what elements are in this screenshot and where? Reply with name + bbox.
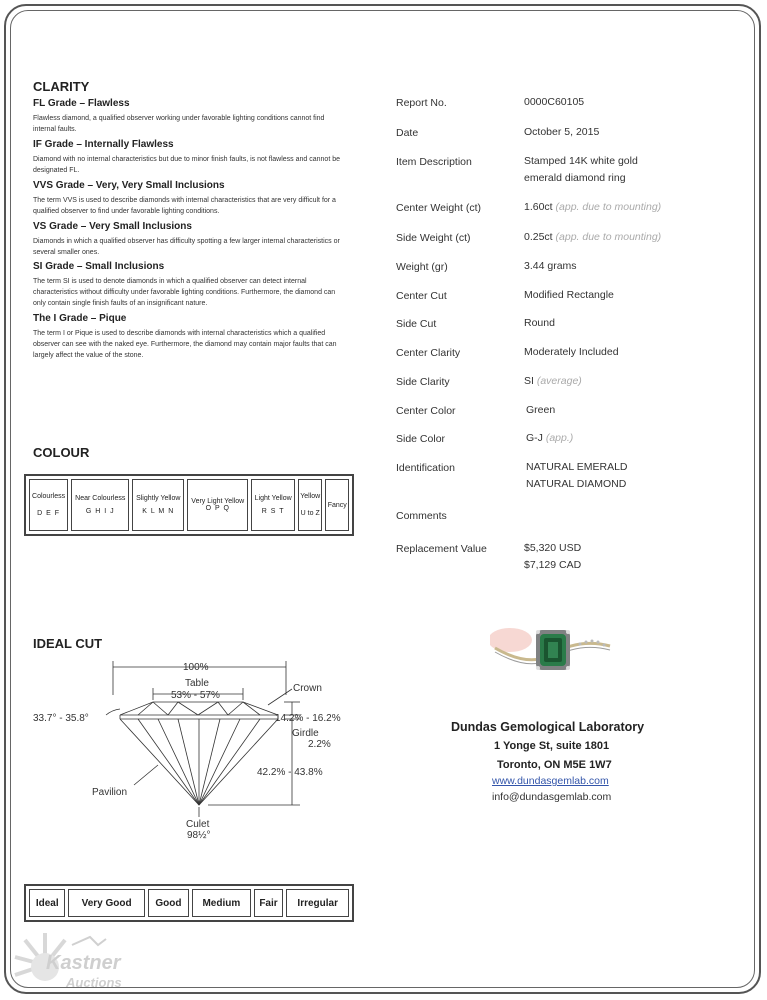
cut-grade-table [24,884,354,922]
report-label: Report No. [396,97,447,109]
report-value-text: Modified Rectangle [524,289,614,301]
report-value [526,430,573,447]
colour-cell [132,479,184,531]
grade-title-fl: FL Grade – Flawless [33,98,130,109]
report-value-text: Round [524,317,555,329]
cut-grade-cell: Good [148,889,189,917]
report-value-text: 3.44 grams [524,260,577,272]
report-label: Center Clarity [396,347,461,359]
report-label: Center Cut [396,290,447,302]
report-label: Item Description [396,156,472,168]
report-label: Center Color [396,405,456,417]
report-value-note: (app. due to mounting) [555,201,662,213]
lab-address-2: Toronto, ON M5E 1W7 [497,759,612,771]
cut-grade-cell: Fair [254,889,284,917]
report-label: Side Weight (ct) [396,232,471,244]
report-value [524,373,582,390]
colour-cell-letters: K L M N [142,508,175,515]
clarity-heading: CLARITY [33,79,90,94]
colour-cell-letters: D E F [37,510,61,517]
colour-cell-letters: G H I J [85,508,115,515]
diagram-girdle-value: 2.2% [308,739,331,750]
report-value-note: (app.) [545,432,574,444]
report-value [526,402,555,419]
report-label: Weight (gr) [396,261,448,273]
report-value [526,459,628,493]
report-value-text: NATURAL EMERALD [526,461,628,473]
colour-cell-name: Yellow [300,493,321,500]
lab-email: info@dundasgemlab.com [492,791,612,803]
ring-photo [490,618,615,680]
diagram-girdle-label: Girdle [292,728,319,739]
report-value-text-2: NATURAL DIAMOND [526,478,627,490]
diagram-pavilion-label: Pavilion [92,787,128,798]
colour-cell-name: Colourless [32,493,66,500]
grade-title-i: The I Grade – Pique [33,313,127,324]
report-value-text: SI [524,375,534,387]
report-value [524,199,661,216]
report-value [524,94,584,111]
colour-heading: COLOUR [33,445,90,460]
diagram-table-range: 53% - 57% [171,690,220,701]
grade-desc-si: The term SI is used to denote diamonds in which a qualified observer can detect internal characteristics without difficulty under favorable lighting conditions. Furthermore, the diamond can only contain single finish faults of an insignificant nature. [33,278,336,307]
grade-desc-if: Diamond with no internal characteristics but due to minor finish faults, is not flawless and cannot be designated FL. [33,156,340,174]
diagram-table-label: Table [185,678,209,689]
colour-cell-letters: R S T [261,508,285,515]
report-value [524,229,661,246]
lab-website-link[interactable]: www.dundasgemlab.com [492,775,609,787]
colour-scale-table [24,474,354,536]
report-label: Date [396,127,419,139]
report-label: Side Color [396,433,446,445]
diagram-crown-label: Crown [293,683,322,694]
colour-cell-name: Slightly Yellow [136,495,181,502]
report-value-text-2: $7,129 CAD [524,559,582,571]
colour-cell-letters: O P Q [205,505,230,512]
grade-desc-i: The term I or Pique is used to describe diamonds with internal characteristics which a qualified observer can see with the naked eye. Furthermore, the diamond may contain major faults that can largely affect the value of the stone. [33,330,337,359]
report-value-text: 0.25ct [524,231,553,243]
watermark-logo [10,925,130,995]
diagram-pavilion-depth: 42.2% - 43.8% [257,767,323,778]
colour-cell [251,479,295,531]
diagram-culet-label: Culet [186,819,210,830]
ideal-cut-diagram [28,655,368,845]
colour-cell-name: Very Light Yellow [191,498,245,505]
report-value-text: Green [526,404,556,416]
report-label: Side Cut [396,318,437,330]
watermark-text: Kastner Auctions [46,952,122,990]
report-value [524,344,619,361]
colour-cell [298,479,323,531]
colour-cell-letters: U to Z [300,510,320,517]
report-value-note: (average) [536,375,582,387]
report-value [524,258,577,275]
diagram-crown-height: 14.2% - 16.2% [275,713,341,724]
diagram-total: 100% [183,662,209,673]
report-value-text: Moderately Included [524,346,619,358]
report-value [524,287,614,304]
colour-cell-name: Light Yellow [254,495,292,502]
report-value-note: (app. due to mounting) [555,231,662,243]
cut-grade-cell: Irregular [286,889,349,917]
colour-cell [187,479,248,531]
diagram-crown-angle: 33.7° - 35.8° [33,713,89,724]
colour-cell [29,479,68,531]
report-label: Center Weight (ct) [396,202,481,214]
colour-cell [71,479,129,531]
grade-desc-vvs: The term VVS is used to describe diamonds with internal characteristics that are very difficult for a qualified observer to find under favorable lighting conditions. [33,197,336,215]
colour-cell-name: Near Colourless [75,495,126,502]
report-value-text: 0000C60105 [524,96,585,108]
lab-address-1: 1 Yonge St, suite 1801 [494,740,610,752]
grade-desc-vs: Diamonds in which a qualified observer has difficulty spotting a few larger internal characteristics or several smaller ones. [33,238,340,256]
report-value [524,124,599,141]
report-value [524,315,555,332]
cut-grade-cell: Medium [192,889,250,917]
report-value [524,540,581,574]
report-value-text: G-J [526,432,543,444]
report-value-text: $5,320 USD [524,542,582,554]
cut-grade-cell: Very Good [68,889,144,917]
lab-name: Dundas Gemological Laboratory [451,720,645,734]
report-value [524,153,664,187]
report-value-text: Stamped 14K white gold emerald diamond ring [524,155,638,184]
grade-title-vvs: VVS Grade – Very, Very Small Inclusions [33,180,225,191]
grade-title-if: IF Grade – Internally Flawless [33,139,174,150]
report-value-text: 1.60ct [524,201,553,213]
diagram-culet-angle: 98½° [187,830,211,841]
grade-title-vs: VS Grade – Very Small Inclusions [33,221,192,232]
colour-cell-name: Fancy [327,501,347,509]
report-label: Identification [396,462,455,474]
report-label: Side Clarity [396,376,450,388]
ideal-cut-heading: IDEAL CUT [33,636,103,651]
grade-title-si: SI Grade – Small Inclusions [33,261,165,272]
report-label: Replacement Value [396,543,487,555]
grade-desc-fl: Flawless diamond, a qualified observer working under favorable lighting conditions cannot find internal faults. [33,115,325,133]
report-label: Comments [396,510,447,522]
cut-grade-cell: Ideal [29,889,65,917]
colour-cell [325,479,349,531]
report-value-text: October 5, 2015 [524,126,600,138]
